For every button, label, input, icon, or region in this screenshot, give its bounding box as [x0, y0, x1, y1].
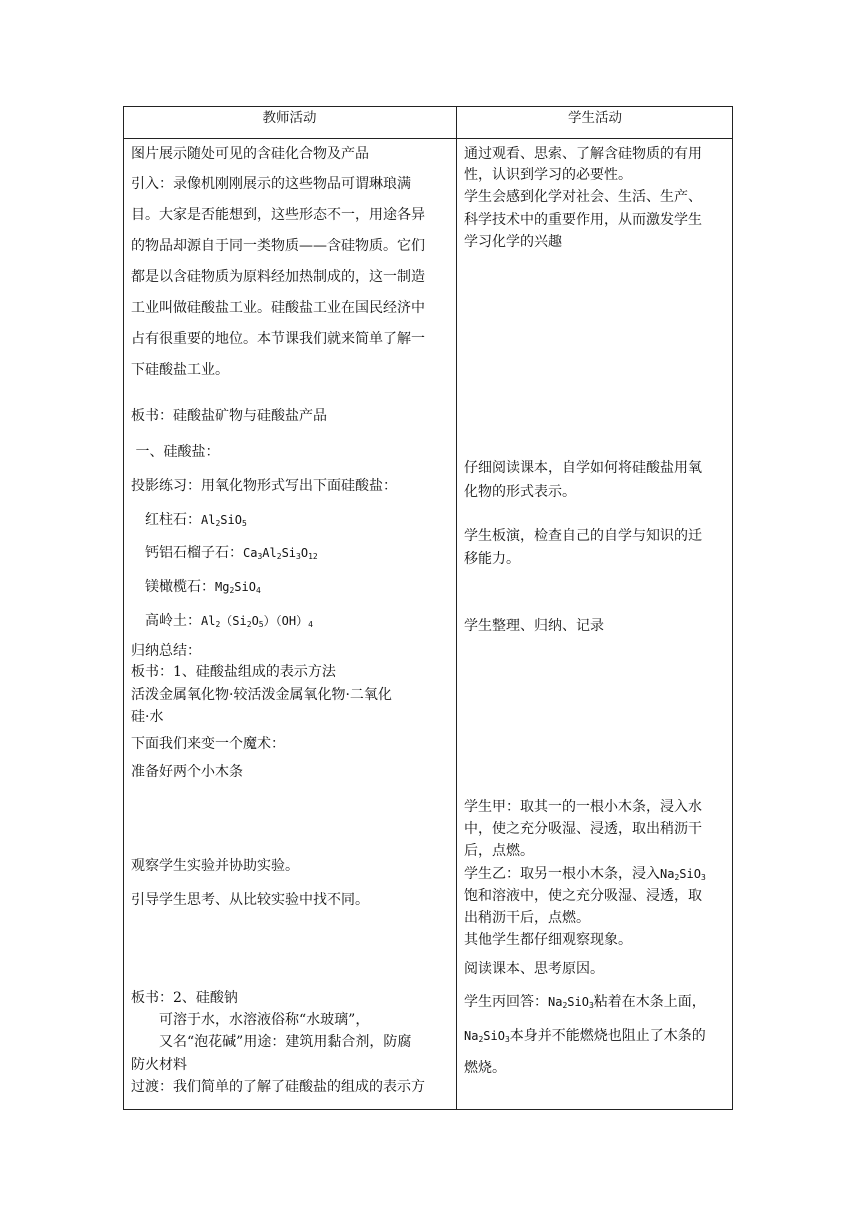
- teacher-activity-header: 教师活动: [262, 110, 317, 126]
- mineral-kaolinite: 高岭土：$Al_2(Si_2O_5)(OH)_4$: [145, 613, 313, 629]
- header-divider: [123, 138, 733, 139]
- mineral-andalusite: 红柱石：$Al_2SiO_5$: [145, 512, 247, 528]
- student-line: 科学技术中的重要作用，从而激发学生: [464, 212, 702, 228]
- student-line: 学生甲：取其一的一根小木条，浸入水: [464, 799, 702, 815]
- teacher-line: 下面我们来变一个魔术：: [131, 736, 285, 752]
- teacher-line: 准备好两个小木条: [131, 764, 243, 780]
- teacher-line: 投影练习：用氧化物形式写出下面硅酸盐：: [131, 478, 397, 494]
- teacher-line: 板书：2、硅酸钠: [131, 990, 238, 1006]
- student-line: 学生丙回答：$Na_2SiO_3$粘着在木条上面，: [464, 994, 706, 1010]
- teacher-line: 下硅酸盐工业。: [131, 362, 229, 378]
- student-line: 性，认识到学习的必要性。: [464, 167, 632, 183]
- teacher-line: 板书：硅酸盐矿物与硅酸盐产品: [131, 408, 327, 424]
- teacher-line: 目。大家是否能想到，这些形态不一，用途各异: [131, 207, 425, 223]
- student-line: 燃烧。: [464, 1060, 506, 1076]
- teacher-line: 都是以含硅物质为原料经加热制成的，这一制造: [131, 269, 425, 285]
- teacher-line: 又名“泡花碱”用途：建筑用黏合剂，防腐: [159, 1034, 412, 1050]
- student-line: 学生会感到化学对社会、生活、生产、: [464, 189, 702, 205]
- teacher-line: 引入：录像机刚刚展示的这些物品可谓琳琅满: [131, 176, 411, 192]
- teacher-line: 活泼金属氧化物·较活泼金属氧化物·二氧化: [131, 687, 392, 703]
- student-line: 学生整理、归纳、记录: [464, 618, 604, 634]
- student-line: $Na_2SiO_3$本身并不能燃烧也阻止了木条的: [464, 1028, 706, 1044]
- column-divider: [456, 106, 457, 1110]
- student-line: 学生板演，检查自己的自学与知识的迁: [464, 528, 702, 544]
- teacher-line: 一、硅酸盐：: [131, 444, 220, 460]
- teacher-line: 硅·水: [131, 709, 164, 725]
- teacher-line: 板书：1、硅酸盐组成的表示方法: [131, 664, 336, 680]
- student-line: 出稍沥干后，点燃。: [464, 910, 590, 926]
- student-line: 饱和溶液中，使之充分吸湿、浸透，取: [464, 888, 702, 904]
- student-line: 后，点燃。: [464, 843, 534, 859]
- student-line: 仔细阅读课本，自学如何将硅酸盐用氧: [464, 460, 702, 476]
- student-line: 学习化学的兴趣: [464, 234, 562, 250]
- student-line: 移能力。: [464, 551, 520, 567]
- teacher-line: 图片展示随处可见的含硅化合物及产品: [131, 146, 369, 162]
- mineral-forsterite: 镁橄榄石：$Mg_2SiO_4$: [145, 579, 261, 595]
- student-line: 学生乙：取另一根小木条，浸入$Na_2SiO_3$: [464, 866, 706, 882]
- teacher-line: 防火材料: [131, 1057, 187, 1073]
- teacher-line: 占有很重要的地位。本节课我们就来简单了解一: [131, 331, 425, 347]
- lesson-table: [123, 106, 733, 1110]
- student-line: 阅读课本、思考原因。: [464, 961, 604, 977]
- mineral-grossular: 钙铝石榴子石：$Ca_3Al_2Si_3O_{12}$: [145, 545, 318, 561]
- teacher-line: 归纳总结：: [131, 643, 201, 659]
- teacher-line: 引导学生思考、从比较实验中找不同。: [131, 892, 369, 908]
- teacher-line: 观察学生实验并协助实验。: [131, 858, 299, 874]
- teacher-line: 的物品却源自于同一类物质——含硅物质。它们: [131, 238, 425, 254]
- teacher-line: 工业叫做硅酸盐工业。硅酸盐工业在国民经济中: [131, 300, 425, 316]
- teacher-line: 过渡：我们简单的了解了硅酸盐的组成的表示方: [131, 1079, 425, 1095]
- teacher-line: 可溶于水，水溶液俗称“水玻璃”，: [159, 1012, 370, 1028]
- student-line: 中，使之充分吸湿、浸透，取出稍沥干: [464, 821, 702, 837]
- student-activity-header: 学生活动: [568, 110, 622, 126]
- student-line: 通过观看、思索、了解含硅物质的有用: [464, 146, 702, 162]
- student-line: 其他学生都仔细观察现象。: [464, 932, 632, 948]
- student-line: 化物的形式表示。: [464, 484, 576, 500]
